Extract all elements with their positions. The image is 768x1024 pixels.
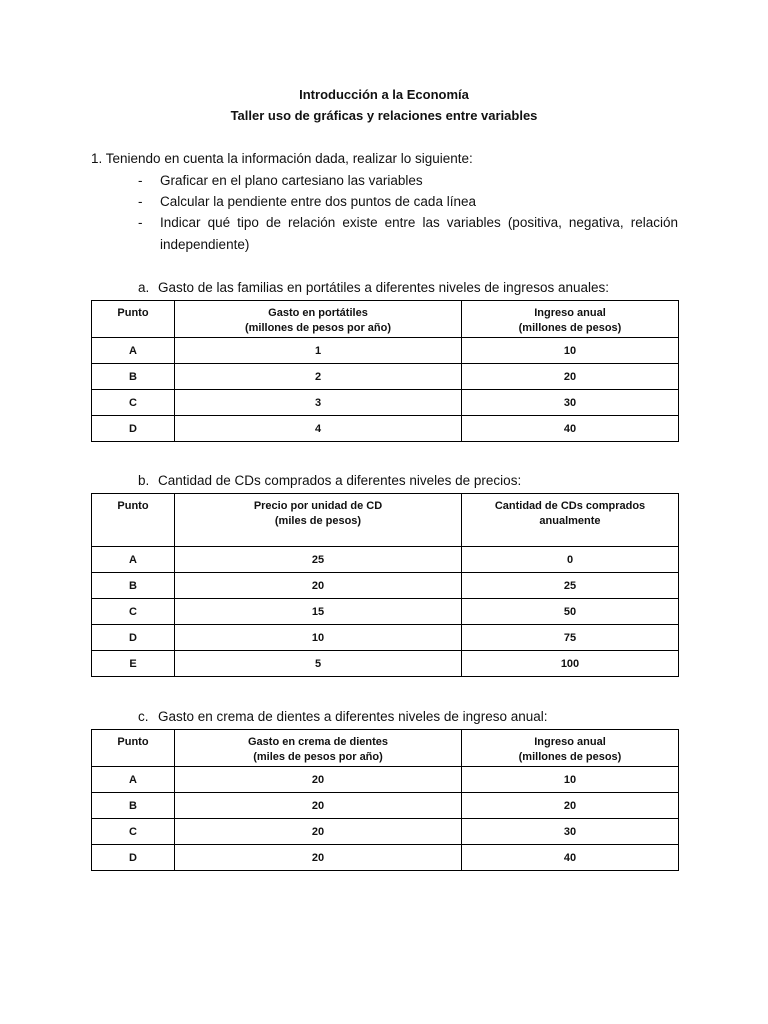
- section-title: Gasto de las familias en portátiles a diferentes niveles de ingresos anuales:: [158, 280, 610, 295]
- header-line: anualmente: [539, 515, 601, 527]
- header-line: (millones de pesos): [518, 751, 622, 763]
- table-cell: 20: [462, 364, 679, 390]
- table-cell: 10: [462, 767, 679, 793]
- table-cell: 10: [462, 338, 679, 364]
- column-header: [175, 494, 462, 547]
- table-row: [92, 625, 679, 651]
- section-title: Gasto en crema de dientes a diferentes niveles de ingreso anual:: [158, 709, 548, 724]
- table-row: [92, 651, 679, 677]
- table-row: [92, 364, 679, 390]
- table-row: [92, 599, 679, 625]
- bullet-text: Graficar en el plano cartesiano las variables: [160, 173, 423, 188]
- table-cell: B: [92, 573, 175, 599]
- section-b-heading: [138, 473, 521, 488]
- column-header: [175, 301, 462, 338]
- header-line: Precio por unidad de CD: [253, 500, 383, 512]
- question-text: 1. Teniendo en cuenta la información dada, realizar lo siguiente:: [91, 151, 473, 166]
- table-cell: 15: [175, 599, 462, 625]
- table-row: [92, 338, 679, 364]
- table-cell: C: [92, 390, 175, 416]
- document-subtitle: Taller uso de gráficas y relaciones entre variables: [230, 108, 538, 123]
- table-cell: 20: [462, 793, 679, 819]
- table-cd-purchases: [91, 493, 679, 677]
- section-letter: c.: [138, 709, 149, 724]
- bullet-dash: -: [138, 215, 143, 230]
- section-c-heading: [138, 709, 548, 724]
- header-line: (millones de pesos): [518, 322, 622, 334]
- header-line: Ingreso anual: [534, 736, 606, 748]
- table-cell: B: [92, 364, 175, 390]
- table-cell: 2: [175, 364, 462, 390]
- section-letter: b.: [138, 473, 150, 488]
- table-cell: A: [92, 338, 175, 364]
- table-row: [92, 547, 679, 573]
- header-line: (miles de pesos por año): [253, 751, 383, 763]
- table-cell: 0: [462, 547, 679, 573]
- table-cell: 20: [175, 573, 462, 599]
- table-cell: 30: [462, 819, 679, 845]
- table-cell: 25: [175, 547, 462, 573]
- column-header: [175, 730, 462, 767]
- table-cell: 25: [462, 573, 679, 599]
- table-cell: 3: [175, 390, 462, 416]
- table-cell: E: [92, 651, 175, 677]
- table-cell: A: [92, 767, 175, 793]
- table-cell: D: [92, 416, 175, 442]
- column-header: [462, 301, 679, 338]
- table-cell: 1: [175, 338, 462, 364]
- table-cell: 50: [462, 599, 679, 625]
- table-cell: D: [92, 845, 175, 871]
- table-cell: C: [92, 599, 175, 625]
- section-title: Cantidad de CDs comprados a diferentes niveles de precios:: [158, 473, 522, 488]
- header-line: Gasto en crema de dientes: [248, 736, 388, 748]
- column-header: Punto: [92, 730, 175, 767]
- section-letter: a.: [138, 280, 150, 295]
- section-a-heading: [138, 280, 609, 295]
- bullet-text: Calcular la pendiente entre dos puntos de cada línea: [160, 194, 476, 209]
- table-row: [92, 845, 679, 871]
- table-cell: 20: [175, 793, 462, 819]
- table-laptop-spending: [91, 300, 679, 442]
- table-cell: 20: [175, 819, 462, 845]
- table-toothpaste-spending: [91, 729, 679, 871]
- table-cell: 4: [175, 416, 462, 442]
- table-cell: 20: [175, 767, 462, 793]
- bullet-text: Indicar qué tipo de relación existe entre las variables (positiva, negativa, relación: [160, 215, 678, 230]
- table-row: [92, 416, 679, 442]
- table-cell: 40: [462, 416, 679, 442]
- table-cell: 100: [462, 651, 679, 677]
- table-row: [92, 819, 679, 845]
- table-cell: 5: [175, 651, 462, 677]
- bullet-dash: -: [138, 173, 143, 188]
- table-header-row: [92, 301, 679, 338]
- column-header: Punto: [92, 494, 175, 547]
- header-line: Cantidad de CDs comprados: [494, 500, 646, 512]
- table-cell: 10: [175, 625, 462, 651]
- table-cell: C: [92, 819, 175, 845]
- column-header: [462, 730, 679, 767]
- table-cell: A: [92, 547, 175, 573]
- header-line: Ingreso anual: [534, 307, 606, 319]
- bullet-dash: -: [138, 194, 143, 209]
- table-row: [92, 793, 679, 819]
- table-cell: 20: [175, 845, 462, 871]
- column-header: Punto: [92, 301, 175, 338]
- header-line: Gasto en portátiles: [268, 307, 368, 319]
- table-cell: 40: [462, 845, 679, 871]
- table-cell: 30: [462, 390, 679, 416]
- table-header-row: [92, 494, 679, 547]
- table-row: [92, 573, 679, 599]
- table-header-row: [92, 730, 679, 767]
- table-cell: B: [92, 793, 175, 819]
- header-line: (miles de pesos): [274, 515, 362, 527]
- bullet-text: independiente): [160, 237, 250, 252]
- column-header: [462, 494, 679, 547]
- table-row: [92, 390, 679, 416]
- table-cell: D: [92, 625, 175, 651]
- table-row: [92, 767, 679, 793]
- document-title: Introducción a la Economía: [299, 87, 469, 102]
- header-line: (millones de pesos por año): [244, 322, 392, 334]
- table-cell: 75: [462, 625, 679, 651]
